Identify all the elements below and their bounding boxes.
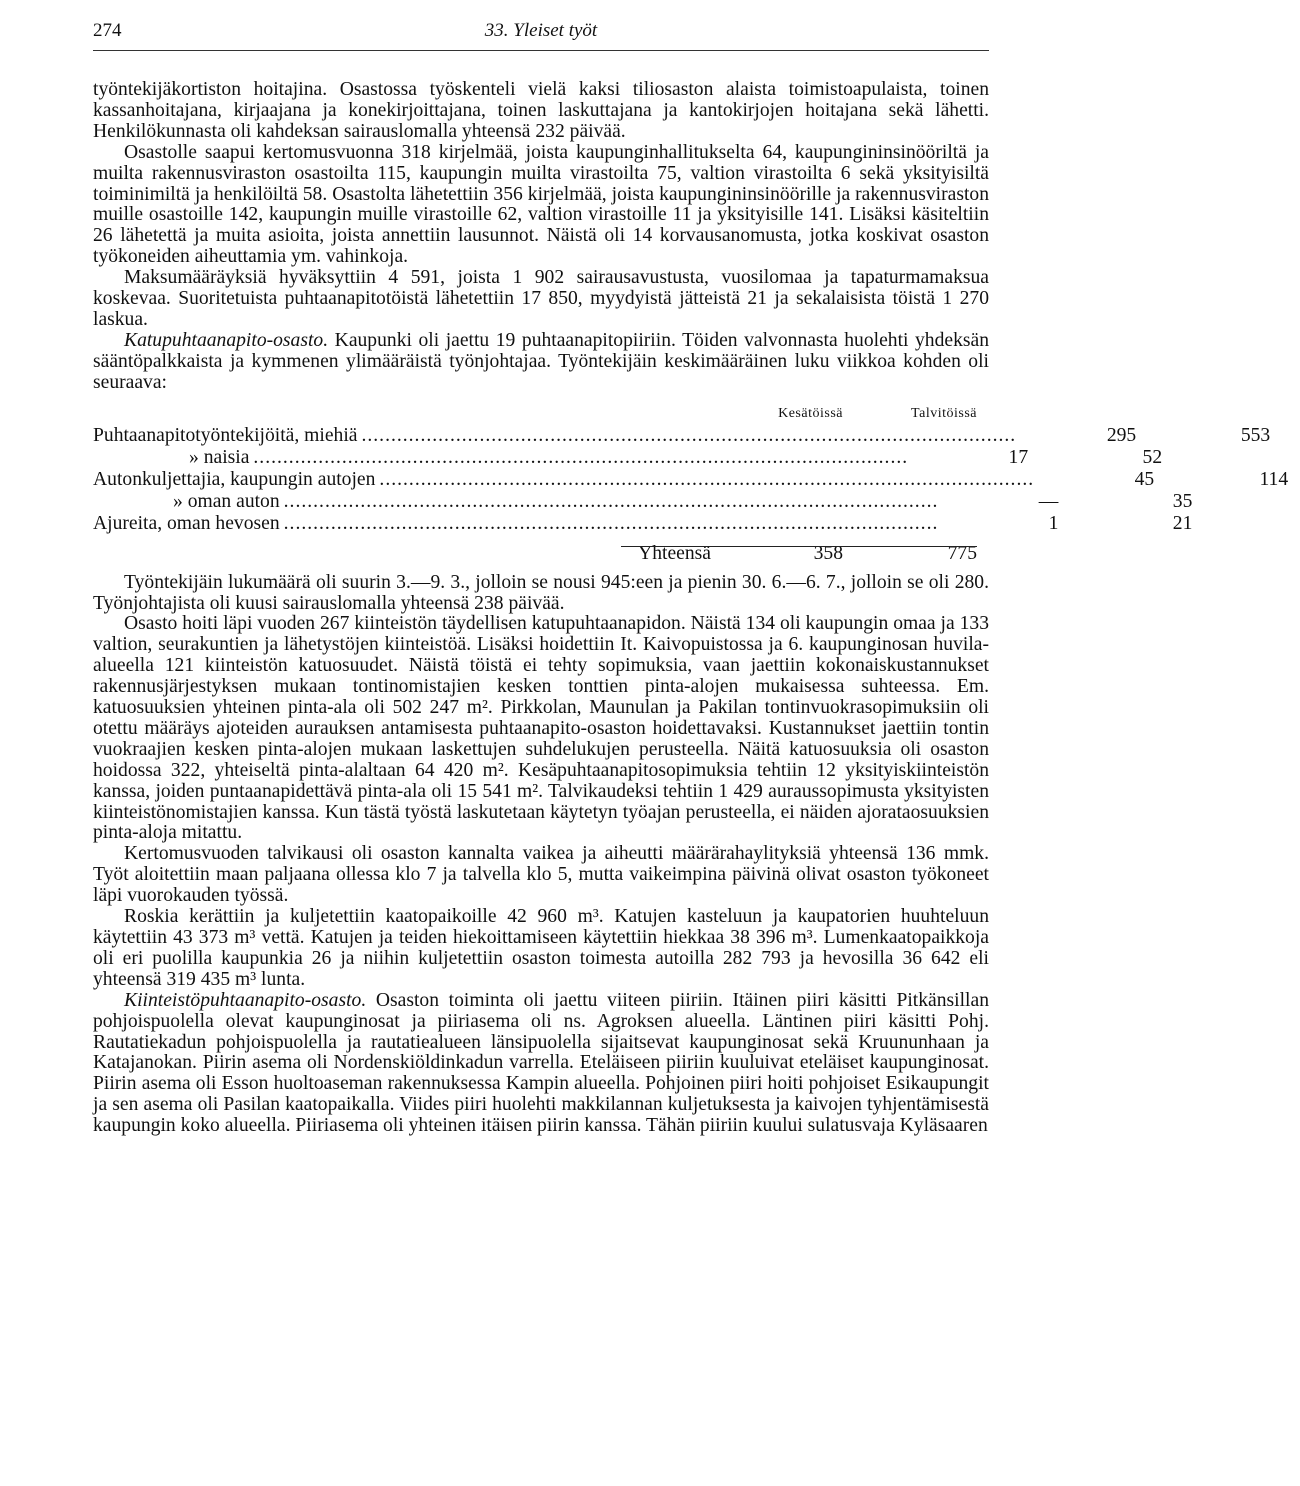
page-header — [93, 20, 989, 51]
summer-value: — — [1038, 490, 1059, 512]
summer-value: 17 — [1008, 446, 1029, 468]
paragraph: Kertomusvuoden talvikausi oli osaston kannalta vaikea ja aiheutti määrärahaylityksiä yhteensä 136 mmk. Työt aloitettiin maan paljaana ollessa klo 7 ja talvella klo 5, mutta vaikeimpina päivinä olivat osaston työkoneet läpi vuorokauden työssä. — [93, 843, 989, 907]
row-label: » naisia — [189, 446, 250, 468]
paragraph: Roskia kerättiin ja kuljetettiin kaatopaikoille 42 960 m³. Katujen kasteluun ja kaupatorien huuhteluun käytettiin 43 373 m³ vettä. Katujen ja teiden hiekoittamiseen käytettiin hiekkaa 38 396 m³. Lumenkaatopaikkoja oli eri puolilla kaupunkia 26 ja niihin kuljetettiin osaston toimesta autoilla 282 793 ja hevosilla 36 642 eli yhteensä 319 435 m³ lunta. — [93, 906, 989, 990]
table-row — [93, 468, 1289, 491]
leader-dots: ............................................................................................................... — [379, 468, 1035, 490]
table-row — [93, 446, 1163, 469]
summer-value: 295 — [1106, 424, 1137, 446]
section-title: Katupuhtaanapito-osasto. — [124, 329, 329, 351]
column-header-winter: Talvitöissä — [911, 405, 977, 421]
paragraph — [93, 331, 989, 394]
winter-value: 553 — [1240, 424, 1271, 446]
leader-dots: ............................................................................................................... — [283, 512, 939, 534]
summer-value: 1 — [1048, 512, 1059, 534]
total-rule — [621, 546, 977, 547]
total-label: Yhteensä — [638, 542, 711, 564]
leader-dots: ............................................................................................................... — [361, 424, 1017, 446]
paragraph: Työntekijäin lukumäärä oli suurin 3.—9. 3., jolloin se nousi 945:een ja pienin 30. 6.—6. 7., jolloin se oli 280. Työnjohtajista oli kuusi sairauslomalla yhteensä 238 päivää. — [93, 571, 989, 614]
paragraph: Osasto hoiti läpi vuoden 267 kiinteistön täydellisen katupuhtaanapidon. Näistä 134 oli kaupungin omaa ja 133 valtion, seurakuntien ja lähetystöjen kiinteistöä. Lisäksi hoidettiin It. Kaivopuistossa ja 6. kaupunginosan huvila-alueella 121 kiinteistön katuosuudet. Näistä töistä ei tehty sopimuksia, vaan jaettiin kokonaiskustannukset rakennusjärjestyksen mukaan tontinomistajien kesken tonttien pinta-alojen mukaisessa suhteessa. Em. katuosuuksien yhteinen pinta-ala oli 502 247 m². Pirkkolan, Maunulan ja Pakilan tontinvuokrasopimuksiin oli otettu määräys ajoteiden aurauksen antamisesta puhtaanapito-osaston hoidettavaksi. Kustannukset jaettiin tontin vuokraajien kesken pinta-alojen mukaan laskettujen suhdelukujen perusteella. Näitä katuosuuksia oli osaston hoidossa 322, yhteiseltä pinta-alaltaan 64 420 m². Kesäpuhtaanapitosopimuksia tehtiin 12 yksityiskiinteistön kanssa, joiden puntaanapidettävä pinta-ala oli 15 541 m². Talvikaudeksi tehtiin 1 429 auraussopimusta yksityisten kiinteistönomistajien kanssa. Kun tästä työstä laskutetaan käytetyn työajan perusteella, ei näiden ajorataosuuksien pinta-aloja mitattu. — [93, 613, 989, 844]
total-summer: 358 — [813, 542, 843, 564]
column-header-summer: Kesätöissä — [778, 405, 843, 421]
paragraph: Maksumääräyksiä hyväksyttiin 4 591, joista 1 902 sairausavustusta, vuosilomaa ja tapaturmamaksua koskevaa. Suoritetuista puhtaanapitotöistä lähetettiin 17 850, myydyistä jätteistä 21 ja sekalaisista töistä 1 270 laskua. — [93, 267, 989, 330]
section-text: Kaupunki oli jaettu 19 puhtaanapitopiiriin. Töiden valvonnasta huolehti yhdeksän sääntöpalkkaista ja kymmenen ylimääräistä työnjohtajaa. Työntekijäin keskimääräinen luku viikkoa kohden oli seuraava: — [93, 329, 989, 393]
chapter-title: 33. Yleiset työt — [484, 20, 598, 41]
table-total-row — [93, 535, 989, 565]
leader-dots: ............................................................................................................... — [283, 490, 939, 512]
page-number: 274 — [93, 20, 122, 41]
winter-value: 21 — [1172, 512, 1193, 534]
row-label: Puhtaanapitotyöntekijöitä, miehiä — [93, 424, 358, 446]
paragraph — [93, 991, 989, 1137]
summer-value: 45 — [1134, 468, 1155, 490]
table-row — [93, 490, 1193, 513]
section-text: Osaston toiminta oli jaettu viiteen piiriin. Itäinen piiri käsitti Pitkänsillan pohjoispuolella olevat kaupunginosat ja piiriasema oli ns. Agroksen alueella. Läntinen piiri käsitti Pohj. Rautatiekadun pohjoispuolella ja rautatiealueen länsipuolella sijaitsevat kaupunginosat sekä Kruununhaan ja Katajanokan. Piirin asema oli Nordenskiöldinkadun varrella. Eteläiseen piiriin kuuluivat eteläiset kaupunginosat. Piirin asema oli Esson huoltoaseman rakennuksessa Kampin alueella. Pohjoinen piiri hoiti pohjoiset Esikaupungit ja sen asema oli Pasilan kaatopaikalla. Viides piiri huolehti makkilannan kuljetuksesta ja kaivojen tyhjentämisestä kaupungin koko alueella. Piiriasema oli yhteinen itäisen piirin kanssa. Tähän piiriin kuului sulatusvaja Kyläsaaren — [93, 989, 989, 1137]
leader-dots: ............................................................................................................... — [253, 446, 909, 468]
paragraph: työntekijäkortiston hoitajina. Osastossa työskenteli vielä kaksi tiliosaston alaista toimistoapulaista, toinen kassanhoitajana, kirjaajana ja konekirjoittajana, toinen laskuttajana ja kantokirjojen hoitajana sekä lähetti. Henkilökunnasta oli kahdeksan sairauslomalla yhteensä 232 päivää. — [93, 79, 989, 142]
row-label: » oman auton — [173, 490, 280, 512]
row-label: Ajureita, oman hevosen — [93, 512, 280, 534]
table-header — [93, 403, 989, 425]
winter-value: 35 — [1172, 490, 1193, 512]
table-row — [93, 512, 1193, 535]
total-winter: 775 — [947, 542, 977, 564]
table-row — [93, 424, 1271, 447]
winter-value: 114 — [1259, 468, 1289, 490]
page-body — [93, 79, 1289, 1137]
row-label: Autonkuljettajia, kaupungin autojen — [93, 468, 376, 490]
paragraph: Osastolle saapui kertomusvuonna 318 kirjelmää, joista kaupunginhallitukselta 64, kaupungininsinööriltä ja muilta rakennusviraston osastoilta 115, kaupungin muilta virastoilta 75, valtion virastoilta 6 sekä yksityisiltä toiminimiltä ja henkilöiltä 58. Osastolta lähetettiin 356 kirjelmää, joista kaupungininsinöörille ja rakennusviraston muille osastoille 142, kaupungin muille virastoille 62, valtion virastoille 11 ja yksityisille 141. Lisäksi käsiteltiin 26 lähetettä ja muita asioita, joista annettiin lausunnot. Näistä oli 14 korvausanomusta, jotka koskivat osaston työkoneiden aiheuttamia ym. vahinkoja. — [93, 141, 989, 268]
winter-value: 52 — [1142, 446, 1163, 468]
workers-table — [93, 403, 1289, 565]
section-title: Kiinteistöpuhtaanapito-osasto. — [124, 989, 367, 1011]
